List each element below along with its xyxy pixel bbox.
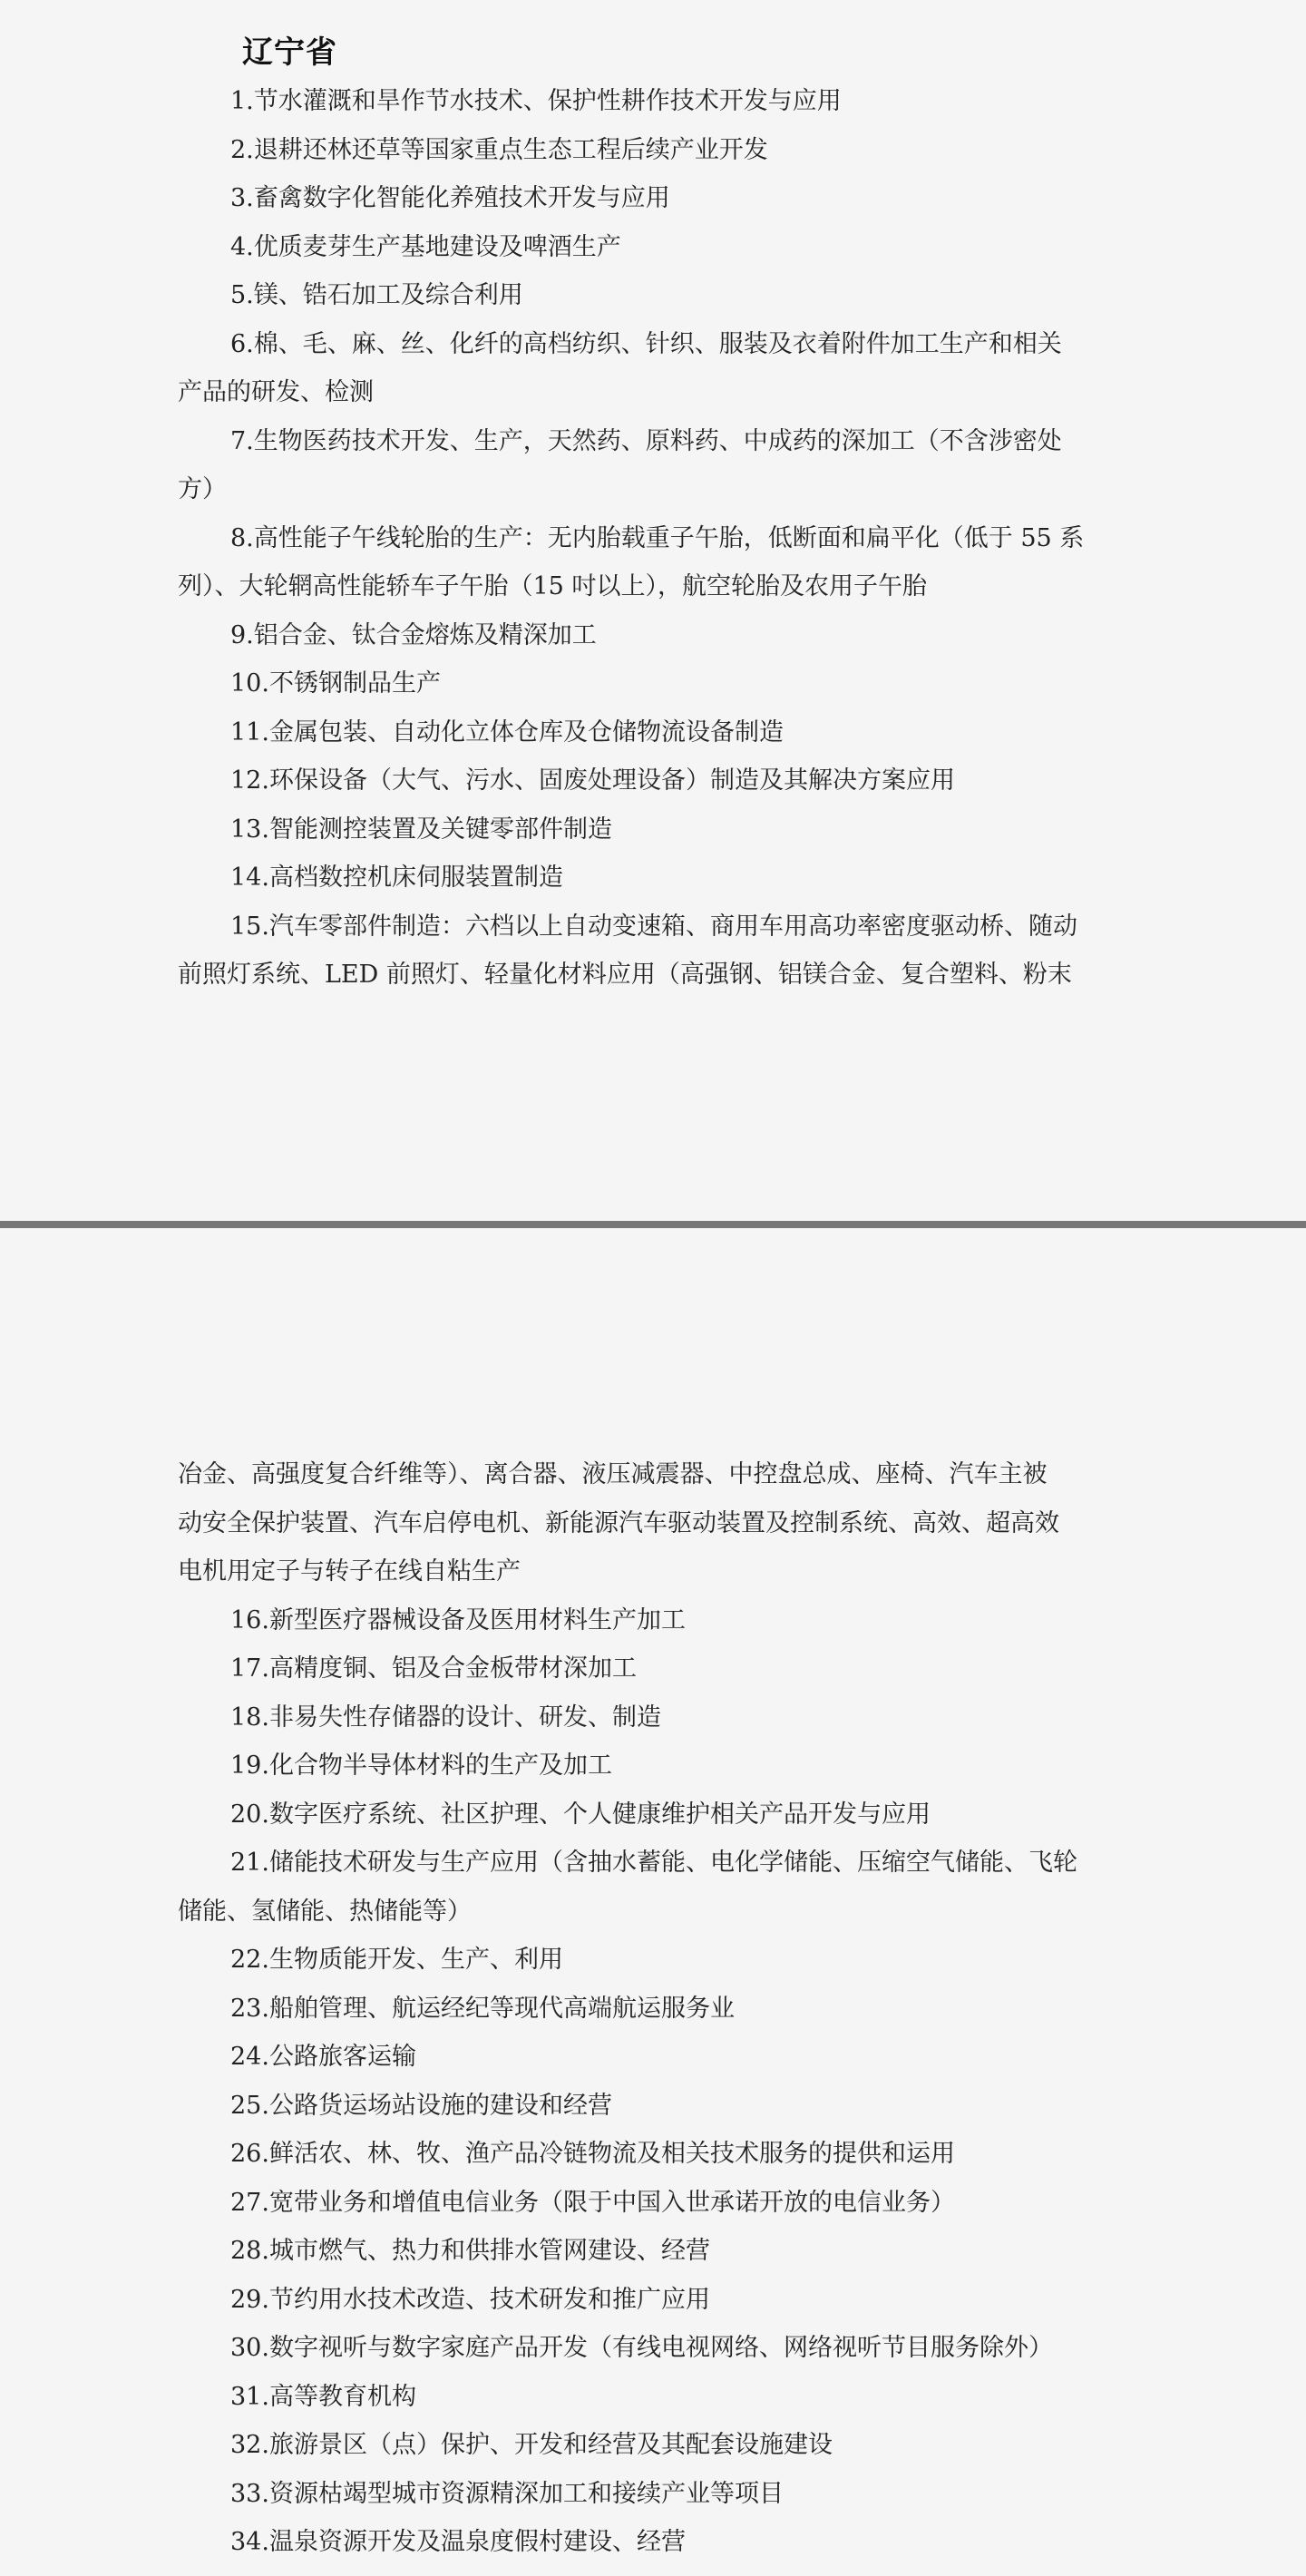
list-item-line: 21.储能技术研发与生产应用（含抽水蓄能、电化学储能、压缩空气储能、飞轮	[230, 1849, 1077, 1877]
list-item	[178, 1985, 1139, 2034]
list-item	[178, 2518, 1139, 2567]
page-2-item-list	[178, 1450, 1139, 2567]
list-item	[178, 2470, 1139, 2519]
list-item-line: 16.新型医疗器械设备及医用材料生产加工	[230, 1605, 686, 1634]
list-item-line: 23.船舶管理、航运经纪等现代高端航运服务业	[230, 1994, 735, 2023]
list-item	[178, 271, 1139, 320]
list-item-line: 18.非易失性存储器的设计、研发、制造	[230, 1703, 661, 1732]
list-item	[178, 1596, 1139, 1645]
list-item-line: 方）	[178, 475, 227, 503]
list-item-line: 列）、大轮辋高性能轿车子午胎（15 吋以上），航空轮胎及农用子午胎	[178, 572, 927, 600]
list-item	[178, 320, 1139, 417]
list-item	[178, 2421, 1139, 2470]
list-item	[178, 2324, 1139, 2373]
list-item	[178, 417, 1139, 514]
list-item-line: 34.温泉资源开发及温泉度假村建设、经营	[230, 2528, 686, 2556]
continued-paragraph-line: 电机用定子与转子在线自粘生产	[178, 1557, 521, 1586]
list-item	[178, 756, 1139, 805]
list-item	[178, 2276, 1139, 2325]
list-item-line: 4.优质麦芽生产基地建设及啤酒生产	[230, 232, 621, 261]
list-item-line: 11.金属包装、自动化立体仓库及仓储物流设备制造	[230, 717, 784, 746]
province-heading: 辽宁省	[242, 34, 337, 71]
list-item-line: 24.公路旅客运输	[230, 2043, 416, 2071]
list-item	[178, 514, 1139, 611]
list-item-line: 25.公路货运场站设施的建设和经营	[230, 2091, 612, 2120]
list-item-line: 32.旅游景区（点）保护、开发和经营及其配套设施建设	[230, 2431, 833, 2459]
list-item	[178, 1936, 1139, 1985]
list-item-line: 19.化合物半导体材料的生产及加工	[230, 1751, 612, 1780]
list-item-line: 3.畜禽数字化智能化养殖技术开发与应用	[230, 184, 670, 212]
list-item-line: 26.鲜活农、林、牧、渔产品冷链物流及相关技术服务的提供和运用	[230, 2140, 955, 2168]
list-item	[178, 1791, 1139, 1839]
list-item-line: 29.节约用水技术改造、技术研发和推广应用	[230, 2285, 710, 2314]
list-item	[178, 1839, 1139, 1936]
list-item	[178, 708, 1139, 757]
list-item	[178, 854, 1139, 903]
list-item	[178, 805, 1139, 854]
list-item-line: 前照灯系统、LED 前照灯、轻量化材料应用（高强钢、铝镁合金、复合塑料、粉末	[178, 961, 1072, 989]
list-item	[178, 611, 1139, 660]
list-item-line: 31.高等教育机构	[230, 2382, 416, 2411]
list-item-line: 33.资源枯竭型城市资源精深加工和接续产业等项目	[230, 2479, 784, 2508]
list-item	[178, 174, 1139, 223]
continued-paragraph-line: 冶金、高强度复合纤维等）、离合器、液压减震器、中控盘总成、座椅、汽车主被	[178, 1460, 1048, 1488]
list-item-line: 13.智能测控装置及关键零部件制造	[230, 815, 612, 844]
list-item	[178, 2130, 1139, 2179]
list-item-line: 6.棉、毛、麻、丝、化纤的高档纺织、针织、服装及衣着附件加工生产和相关	[230, 329, 1062, 358]
list-item-line: 15.汽车零部件制造：六档以上自动变速箱、商用车用高功率密度驱动桥、随动	[230, 912, 1077, 941]
list-item-line: 2.退耕还林还草等国家重点生态工程后续产业开发	[230, 135, 768, 164]
list-item-line: 14.高档数控机床伺服装置制造	[230, 864, 563, 892]
list-item	[178, 126, 1139, 175]
list-item	[178, 2373, 1139, 2422]
list-item	[178, 223, 1139, 272]
continued-paragraph	[178, 1450, 1139, 1596]
list-item-line: 1.节水灌溉和旱作节水技术、保护性耕作技术开发与应用	[230, 87, 842, 115]
list-item	[178, 2179, 1139, 2228]
list-item-line: 12.环保设备（大气、污水、固废处理设备）制造及其解决方案应用	[230, 766, 955, 795]
document-page-2	[0, 1228, 1306, 2576]
list-item-line: 5.镁、锆石加工及综合利用	[230, 281, 523, 309]
continued-paragraph-line: 动安全保护装置、汽车启停电机、新能源汽车驱动装置及控制系统、高效、超高效	[178, 1508, 1059, 1537]
list-item-line: 储能、氢储能、热储能等）	[178, 1897, 472, 1926]
list-item-line: 8.高性能子午线轮胎的生产：无内胎载重子午胎，低断面和扁平化（低于 55 系	[230, 523, 1085, 552]
list-item-line: 7.生物医药技术开发、生产，天然药、原料药、中成药的深加工（不含涉密处	[230, 426, 1062, 455]
list-item	[178, 2033, 1139, 2082]
list-item-line: 20.数字医疗系统、社区护理、个人健康维护相关产品开发与应用	[230, 1800, 931, 1829]
page-1-item-list	[178, 77, 1139, 1000]
list-item	[178, 2082, 1139, 2131]
page-divider	[0, 1221, 1306, 1228]
list-item-line: 10.不锈钢制品生产	[230, 669, 441, 698]
list-item	[178, 77, 1139, 126]
list-item-line: 27.宽带业务和增值电信业务（限于中国入世承诺开放的电信业务）	[230, 2188, 955, 2217]
list-item	[178, 1693, 1139, 1742]
list-item-line: 22.生物质能开发、生产、利用	[230, 1946, 563, 1974]
list-item	[178, 2227, 1139, 2276]
list-item	[178, 1644, 1139, 1693]
list-item-line: 产品的研发、检测	[178, 378, 374, 406]
list-item	[178, 1742, 1139, 1791]
document-page-1	[0, 0, 1306, 1221]
list-item-line: 17.高精度铜、铝及合金板带材深加工	[230, 1654, 637, 1683]
list-item	[178, 659, 1139, 708]
list-item-line: 28.城市燃气、热力和供排水管网建设、经营	[230, 2237, 710, 2265]
list-item-line: 30.数字视听与数字家庭产品开发（有线电视网络、网络视听节目服务除外）	[230, 2334, 1053, 2362]
list-item	[178, 903, 1139, 1000]
list-item-line: 9.铝合金、钛合金熔炼及精深加工	[230, 620, 597, 649]
